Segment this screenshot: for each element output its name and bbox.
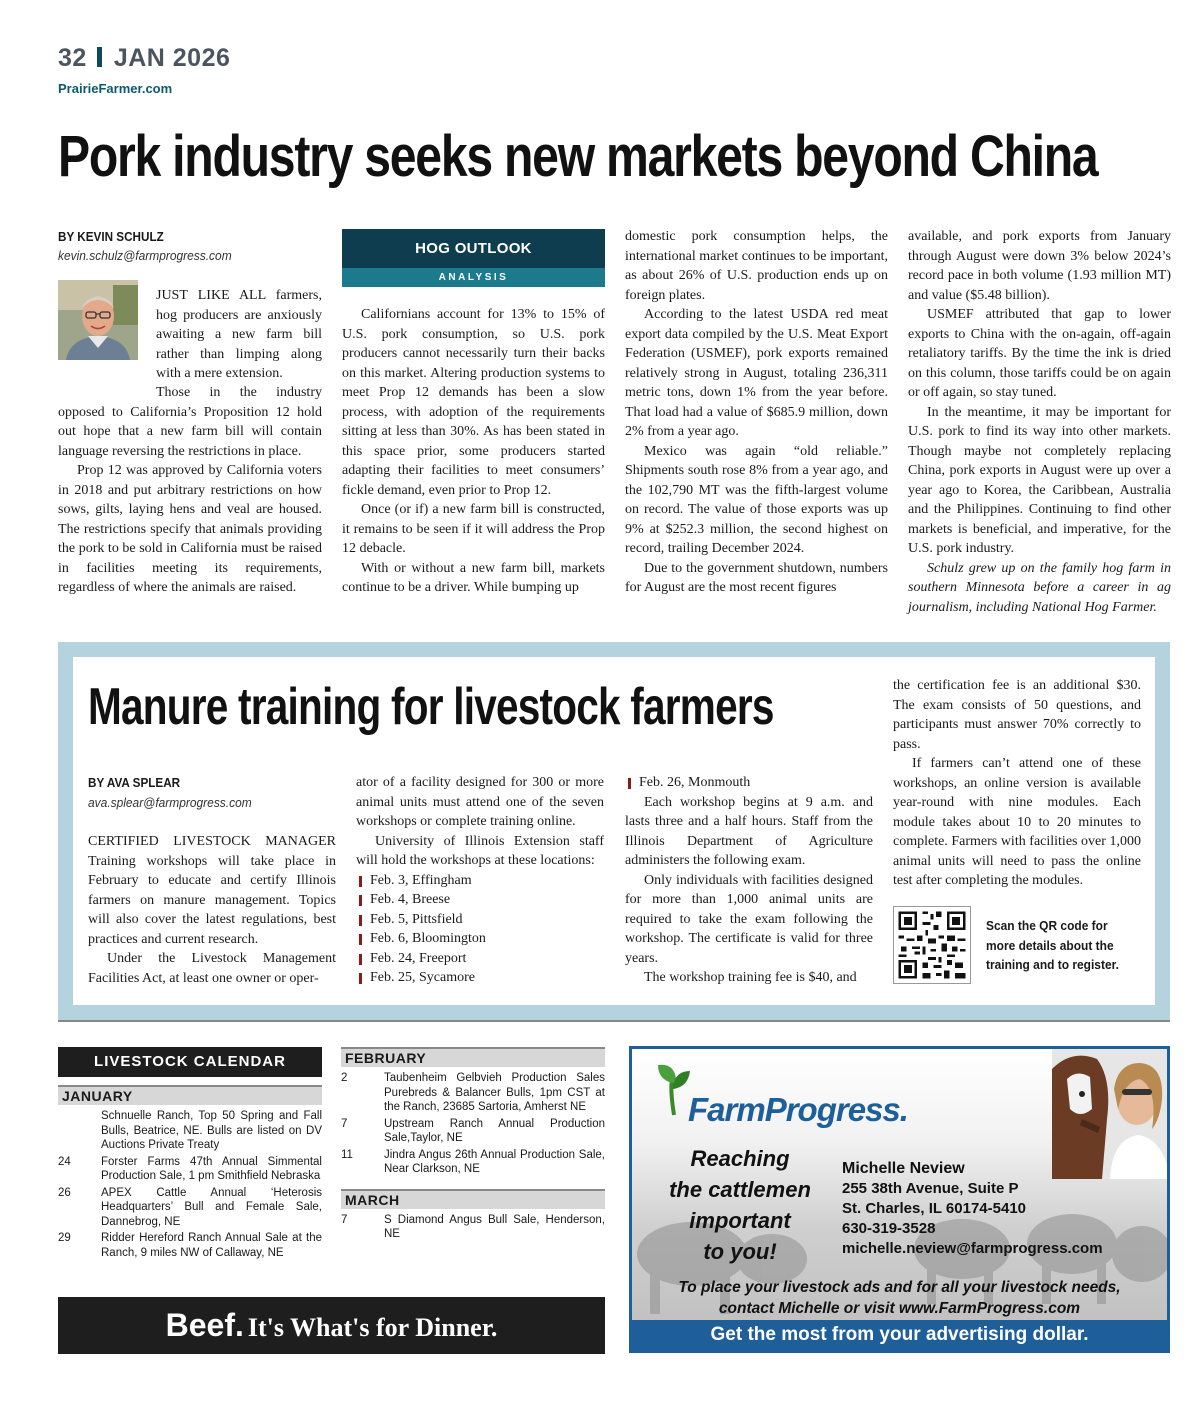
location-item: Feb. 25, Sycamore [356, 968, 604, 988]
qr-caption: Scan the QR code for more details about the training and to register. [986, 918, 1119, 972]
folio-divider [97, 47, 102, 67]
farmprogress-logo: FarmProgress. [688, 1091, 908, 1128]
workshop-locations-continued [625, 773, 873, 793]
article2-column-4 [893, 676, 1141, 891]
calendar-event: 7 S Diamond Angus Bull Sale, Henderson, NE [341, 1213, 605, 1240]
contact-address-1: 255 38th Avenue, Suite P [842, 1180, 1019, 1197]
paragraph: the certification fee is an additional $30. The exam consists of 50 questions, and participants must answer 70% correctly to pass. [893, 678, 1141, 752]
workshop-locations [356, 871, 604, 988]
paragraph: Under the Livestock Management Facilities Act, at least one owner or oper- [88, 951, 336, 986]
location-item: Feb. 4, Breese [356, 890, 604, 910]
paragraph: available, and pork exports from January through August were down 3% below 2024’s record pace in both volume (1.93 million MT) and value ($5.48 billion). [908, 229, 1171, 303]
author-tagline: Schulz grew up on the family hog farm in southern Minnesota before a career in ag journalism, including National Hog Farmer. [908, 560, 1171, 615]
month-header-january: JANUARY [58, 1085, 322, 1105]
calendar-column-2 [341, 1047, 605, 1242]
location-item: Feb. 3, Effingham [356, 871, 604, 891]
beef-tagline: It's What's for Dinner. [247, 1313, 498, 1342]
author-photo [58, 280, 138, 360]
contact-name: Michelle Neview [842, 1160, 965, 1177]
paragraph: domestic pork consumption helps, the international market continues to be important, as about 26% of U.S. production ends up on foreign plates. [625, 229, 888, 303]
calendar-title: LIVESTOCK CALENDAR [58, 1047, 322, 1077]
calendar-event: 24 Forster Farms 47th Annual Simmental Production Sale, 1 pm Smithfield Nebraska [58, 1155, 322, 1182]
byline: BY AVA SPLEAR [88, 775, 181, 790]
contact-address-2: St. Charles, IL 60174-5410 [842, 1200, 1026, 1217]
lede-continued: Those in the industry opposed to California’s Proposition 12 hold out hope that a new farm bill will contain language reversing the restrictions in place. Prop 12 was approved by California voters in 2018 and put arbitrary restrictions on how sows, gilts, laying hens and veal are housed. The restrictions specify that animals providing the pork to be sold in California must be raised in facilities meeting its requirements, regardless of where the animals are raised. [58, 383, 322, 598]
farmprogress-leaf-logo-icon [652, 1059, 692, 1117]
column-title: HOG OUTLOOK [342, 229, 605, 268]
location-item: Feb. 6, Bloomington [356, 929, 604, 949]
article2-column-2 [356, 773, 604, 988]
location-item: Feb. 26, Monmouth [625, 773, 873, 793]
beef-banner [58, 1297, 605, 1354]
paragraph: Prop 12 was approved by California voters in 2018 and put arbitrary restrictions on how sows, gilts, laying hens and veal are housed. The restrictions specify that animals providing the pork to be sold in California must be raised in facilities meeting its requirements, regardless of where the animals are raised. [58, 463, 322, 595]
paragraph: Only individuals with facilities designed for more than 1,000 animal units are required to take the exam following the workshop. The certificate is valid for three years. [625, 872, 873, 966]
location-item: Feb. 24, Freeport [356, 949, 604, 969]
sidebar-headline: Manure training for livestock farmers [88, 678, 774, 736]
qr-code[interactable] [893, 906, 971, 984]
paragraph: Once (or if) a new farm bill is constructed, it remains to be seen if it will address the Prop 12 debacle. [342, 502, 605, 556]
paragraph: ator of a facility designed for 300 or more animal units must attend one of the seven workshops or complete training online. [356, 775, 604, 829]
calendar-event: Schnuelle Ranch, Top 50 Spring and Fall Bulls, Beatrice, NE. Bulls are listed on DV Auctions Private Treaty [101, 1110, 322, 1151]
ad-footer-banner: Get the most from your advertising dollar. [632, 1320, 1167, 1350]
location-item: Feb. 5, Pittsfield [356, 910, 604, 930]
article2-column-3 [625, 773, 873, 988]
month-header-february: FEBRUARY [341, 1047, 605, 1067]
paragraph: With or without a new farm bill, markets continue to be a driver. While bumping up [342, 560, 605, 595]
folio [58, 44, 230, 73]
paragraph: The workshop training fee is $40, and [644, 970, 857, 985]
author-email[interactable]: ava.splear@farmprogress.com [88, 795, 252, 810]
paragraph: University of Illinois Extension staff will hold the workshops at these locations: [356, 833, 604, 868]
ad-slogan: Reaching the cattlemen important to you! [669, 1146, 811, 1264]
paragraph: Californians account for 13% to 15% of U.S. pork consumption, so U.S. pork producers cannot necessarily turn their backs on this market. Altering production systems to meet Prop 12 demands has been a slow process, with adoption of the requirements sitting at less than 30%. As has been stated in this space prior, some producers started adapting their facilities to meet consumers’ fickle demand, even prior to Prop 12. [342, 307, 605, 498]
calendar-column-1 [58, 1085, 322, 1260]
calendar-event: 26 APEX Cattle Annual ‘Heterosis Headquarters’ Bull and Female Sale, Dannebrog, NE [58, 1186, 322, 1228]
article1-column-4 [908, 227, 1171, 617]
paragraph: CERTIFIED LIVESTOCK MANAGER Training workshops will take place in February to educate and certify Illinois farmers on manure management. Topics will also cover the latest regulations, best practices and current research. [88, 834, 336, 947]
hog-outlook-label [342, 229, 605, 287]
article1-column-2 [342, 305, 605, 598]
article2-column-1 [88, 832, 336, 988]
column-type: ANALYSIS [342, 268, 605, 287]
calendar-event: 29 Ridder Hereford Ranch Annual Sale at the Ranch, 9 miles NW of Callaway, NE [58, 1232, 322, 1259]
paragraph: Mexico was again “old reliable.” Shipments south rose 8% from a year ago, and the 102,790 MT was the fifth-largest volume on record. The value of those exports was up 9% at $252.3 million, the second highest on record, trailing December 2024. [625, 443, 888, 556]
contact-email[interactable]: michelle.neview@farmprogress.com [842, 1240, 1103, 1257]
calendar-event: 2 Taubenheim Gelbvieh Production Sales Purebreds & Balancer Bulls, 1pm CST at the Ranch, 23685 Sartoria, Amherst NE [341, 1072, 605, 1113]
contact-phone[interactable]: 630-319-3528 [842, 1220, 936, 1237]
issue-date: JAN 2026 [113, 44, 231, 72]
paragraph: If farmers can’t attend one of these workshops, an online version is available year-round with nine modules. Each module takes about 10 to 20 minutes to complete. Farmers with facilities over 1,000 animal units will need to pass the online test after completing the modules. [893, 756, 1141, 888]
lede-wrap-text: JUST LIKE ALL farmers, hog producers are anxiously awaiting a new farm bill rather than limping along with a mere extension. [156, 288, 322, 381]
paragraph: According to the latest USDA red meat export data compiled by the U.S. Meat Export Federation (USMEF), pork exports remained relatively strong in August, totaling 236,311 metric tons, down 1% from the year before. That load had a value of $685.9 million, down 2% from a year ago. [625, 307, 888, 439]
section-divider [58, 1020, 1170, 1022]
paragraph: USMEF attributed that gap to lower exports to China with the on-again, off-again retaliatory tariffs. By the time the ink is dried on this column, those tariffs could be on again or off again, so stay tuned. [908, 307, 1171, 400]
calendar-event: 7 Upstream Ranch Annual Production Sale,Taylor, NE [341, 1117, 605, 1144]
paragraph: In the meantime, it may be important for U.S. pork to find its way into other markets. Though maybe not completely replacing China, pork exports in August were up over a year ago to Korea, the Caribbean, Australia and the Philippines. Continuing to find other markets is beneficial, and imperative, for the U.S. pork industry. [908, 404, 1171, 556]
page-number: 32 [58, 44, 87, 72]
article-headline: Pork industry seeks new markets beyond China [58, 124, 1098, 189]
paragraph: Each workshop begins at 9 a.m. and lasts three and a half hours. Staff from the Illinois Department of Agriculture administers the following exam. [625, 794, 873, 868]
ad-contact [842, 1159, 1103, 1259]
byline: BY KEVIN SCHULZ [58, 229, 164, 244]
author-email[interactable]: kevin.schulz@farmprogress.com [58, 248, 232, 263]
site-url[interactable]: PrairieFarmer.com [58, 81, 173, 96]
paragraph: Due to the government shutdown, numbers for August are the most recent figures [625, 560, 888, 595]
ad-call-to-action: To place your livestock ads and for all your livestock needs, contact Michelle or visit www.FarmProgress.com [678, 1279, 1121, 1317]
month-header-march: MARCH [341, 1189, 605, 1209]
article1-column-3 [625, 227, 888, 598]
calendar-event: 11 Jindra Angus 26th Annual Production Sale, Near Clarkson, NE [341, 1148, 605, 1175]
farmprogress-ad[interactable] [629, 1046, 1170, 1353]
beef-word: Beef. [165, 1307, 244, 1343]
